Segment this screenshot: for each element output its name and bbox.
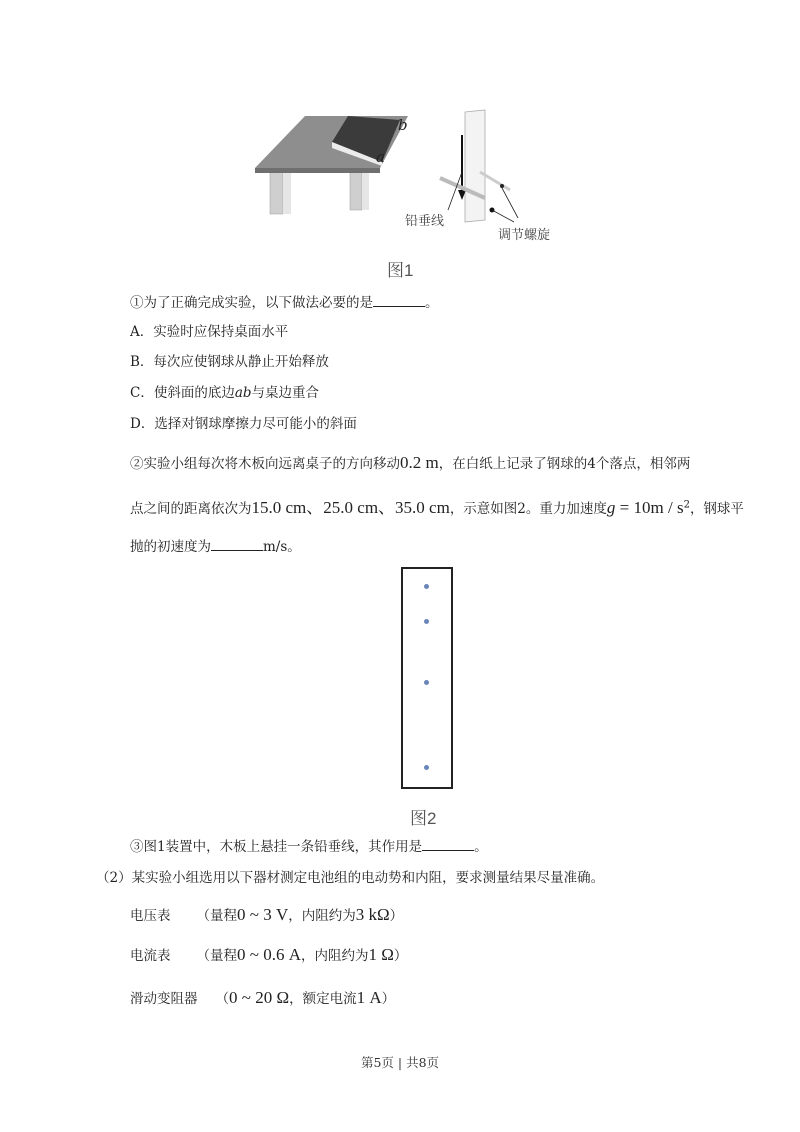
- label-b: b: [398, 116, 408, 134]
- ammeter-mid: ，内阻约为: [300, 948, 369, 964]
- figure-2-paper: [401, 567, 453, 789]
- q1-option-c-tail: 与桌边重合: [251, 385, 320, 401]
- q1-option-c: [130, 384, 319, 402]
- q2-line-2: [130, 493, 744, 518]
- part2-intro: （2）某实验小组选用以下器材测定电池组的电动势和内阻，要求测量结果尽量准确。: [96, 870, 605, 886]
- q3-stem-end: 。: [474, 839, 488, 855]
- voltmeter-name: 电压表: [130, 908, 171, 924]
- ammeter-range: 0 ~ 0.6 A: [237, 945, 301, 964]
- figure-2-caption: 图2: [410, 809, 437, 828]
- q1-option-c-text: C．使斜面的底边: [130, 385, 235, 401]
- voltmeter-open: （量程: [196, 908, 237, 924]
- q3-stem: [130, 837, 488, 856]
- voltmeter-resistance: 3 kΩ: [355, 905, 390, 924]
- q1-option-d: D．选择对钢球摩擦力尽可能小的斜面: [130, 416, 357, 432]
- figure-1-caption: 图1: [387, 261, 414, 280]
- voltmeter-range: 0 ~ 3 V: [237, 905, 289, 924]
- voltmeter-row: [130, 904, 403, 925]
- q2-line-3: [130, 535, 301, 555]
- rheostat-open: （: [215, 991, 229, 1007]
- rheostat-name: 滑动变阻器: [130, 991, 198, 1007]
- figure-1: [240, 100, 570, 250]
- q2-text-3: 点之间的距离依次为: [130, 501, 252, 517]
- ammeter-row: [130, 944, 407, 965]
- q2-distances: 15.0 cm、25.0 cm、35.0 cm: [251, 498, 450, 517]
- ammeter-close: ）: [393, 948, 408, 964]
- q2-g-value: = 10m / s: [615, 498, 684, 517]
- q1-stem-text: ①为了正确完成实验，以下做法必要的是: [130, 295, 373, 311]
- q1-option-a: A．实验时应保持桌面水平: [130, 324, 289, 340]
- q2-answer-blank[interactable]: [211, 537, 263, 551]
- landing-point-1: [424, 584, 429, 589]
- ammeter-name: 电流表: [130, 948, 171, 964]
- rheostat-current: 1 A: [356, 988, 382, 1007]
- q3-stem-text: ③图1装置中，木板上悬挂一条铅垂线，其作用是: [130, 839, 423, 855]
- q2-text-5: ，钢球平: [689, 501, 744, 517]
- q3-answer-blank[interactable]: [422, 837, 474, 851]
- rheostat-close: ）: [381, 991, 396, 1007]
- q2-text-4: ，示意如图2。重力加速度: [449, 501, 607, 517]
- q2-line-1: [130, 452, 690, 473]
- landing-point-3: [424, 680, 429, 685]
- q2-move-distance: 0.2 m: [400, 453, 439, 472]
- rheostat-mid: ，额定电流: [289, 991, 357, 1007]
- q1-option-c-var: ab: [234, 385, 252, 401]
- rheostat-range: 0 ~ 20 Ω: [229, 988, 290, 1007]
- q2-text-6: 抛的初速度为: [130, 539, 211, 555]
- q2-g-var: g: [606, 498, 616, 517]
- adjust-screw-label: 调节螺旋: [498, 228, 551, 243]
- q2-text-1: ②实验小组每次将木板向远离桌子的方向移动: [130, 456, 400, 472]
- q2-g-exponent: 2: [683, 499, 690, 511]
- ammeter-resistance: 1 Ω: [368, 945, 394, 964]
- voltmeter-mid: ，内阻约为: [288, 908, 356, 924]
- q2-text-2: ，在白纸上记录了钢球的4个落点，相邻两: [438, 456, 691, 472]
- q1-answer-blank[interactable]: [373, 293, 425, 307]
- landing-point-4: [424, 765, 429, 770]
- q1-stem-end: 。: [425, 295, 439, 311]
- landing-point-2: [424, 619, 429, 624]
- page-footer: 第5页 | 共8页: [360, 1055, 440, 1070]
- q1-stem: [130, 293, 439, 312]
- ammeter-open: （量程: [196, 948, 237, 964]
- rheostat-row: [130, 987, 395, 1008]
- q1-option-b: B．每次应使钢球从静止开始释放: [130, 354, 329, 370]
- voltmeter-close: ）: [389, 908, 404, 924]
- plumb-line-label: 铅垂线: [405, 214, 445, 229]
- label-a: a: [376, 148, 385, 166]
- q2-unit: m/s。: [263, 539, 301, 555]
